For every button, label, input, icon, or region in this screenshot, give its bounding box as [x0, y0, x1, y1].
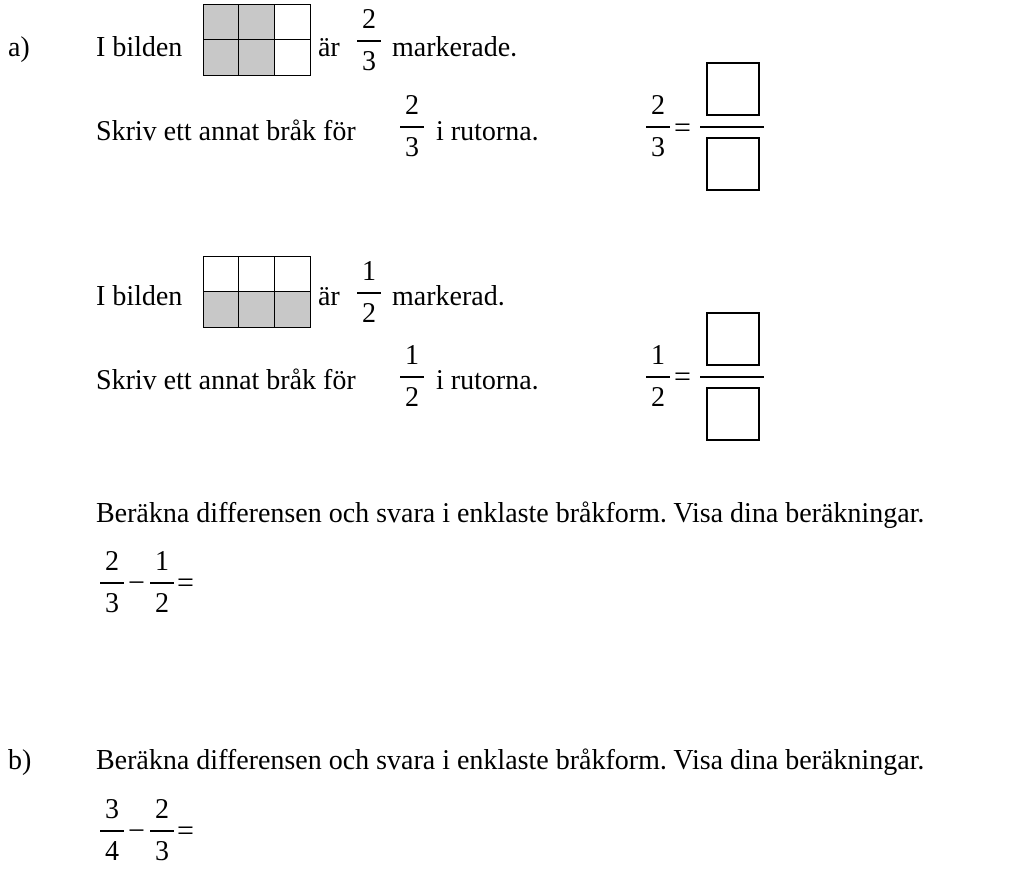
fraction-one-half-2 [400, 342, 424, 412]
fraction-one-half [357, 258, 381, 328]
fraction-denominator: 4 [105, 836, 119, 867]
fraction-numerator: 2 [651, 90, 665, 121]
expression-a-second-fraction [150, 548, 174, 618]
fraction-two-thirds-2 [400, 92, 424, 162]
fraction-bar [646, 126, 670, 128]
fraction-denominator: 3 [155, 836, 169, 867]
expression-b-second-fraction [150, 796, 174, 866]
grid-cell-shaded [239, 40, 274, 75]
answer-numerator-box[interactable] [706, 312, 760, 366]
line4-text: Skriv ett annat bråk för [96, 365, 356, 396]
equals-sign: = [674, 360, 691, 393]
equals-sign: = [674, 111, 691, 144]
answer-fraction-bar [700, 126, 764, 128]
grid-two-thirds-figure [203, 4, 311, 76]
fraction-denominator: 2 [155, 588, 169, 619]
fraction-denominator: 3 [105, 588, 119, 619]
minus-sign: − [128, 566, 145, 599]
expression-a-first-fraction [100, 548, 124, 618]
answer-numerator-box[interactable] [706, 62, 760, 116]
equals-sign: = [177, 814, 194, 847]
fraction-numerator: 2 [155, 794, 169, 825]
fraction-numerator: 2 [405, 90, 419, 121]
grid-one-half-figure [203, 256, 311, 328]
fraction-bar [357, 292, 381, 294]
equation2-fraction [646, 342, 670, 412]
grid-cell-empty [204, 257, 239, 292]
answer-denominator-box[interactable] [706, 137, 760, 191]
minus-sign: − [128, 814, 145, 847]
fraction-bar [357, 40, 381, 42]
line1-mid: är [318, 32, 340, 63]
grid-cell-shaded [239, 292, 274, 327]
expression-b-first-fraction [100, 796, 124, 866]
line1-prefix: I bilden [96, 32, 183, 63]
fraction-numerator: 1 [405, 340, 419, 371]
answer-denominator-box[interactable] [706, 387, 760, 441]
part-a-label: a) [8, 32, 30, 63]
equation1-fraction [646, 92, 670, 162]
grid-cell-empty [275, 40, 310, 75]
grid-cell-empty [275, 257, 310, 292]
fraction-bar [100, 582, 124, 584]
fraction-numerator: 2 [105, 546, 119, 577]
instruction-a: Beräkna differensen och svara i enklaste bråkform. Visa dina beräkningar. [96, 498, 925, 529]
fraction-numerator: 2 [362, 4, 376, 35]
line3-prefix: I bilden [96, 281, 183, 312]
grid-cell-shaded [204, 5, 239, 40]
grid-cell-empty [275, 5, 310, 40]
line3-suffix: markerad. [392, 281, 505, 312]
fraction-two-thirds [357, 6, 381, 76]
fraction-denominator: 3 [405, 132, 419, 163]
grid-cell-shaded [204, 40, 239, 75]
fraction-bar [646, 376, 670, 378]
fraction-numerator: 3 [105, 794, 119, 825]
grid-cell-shaded [204, 292, 239, 327]
fraction-denominator: 3 [651, 132, 665, 163]
line2-text: Skriv ett annat bråk för [96, 116, 356, 147]
fraction-numerator: 1 [362, 256, 376, 287]
fraction-bar [100, 830, 124, 832]
grid-cell-shaded [239, 5, 274, 40]
instruction-b: Beräkna differensen och svara i enklaste bråkform. Visa dina beräkningar. [96, 745, 925, 776]
answer-fraction-bar [700, 376, 764, 378]
fraction-numerator: 1 [651, 340, 665, 371]
part-b-label: b) [8, 745, 32, 776]
fraction-denominator: 3 [362, 46, 376, 77]
fraction-denominator: 2 [362, 298, 376, 329]
grid-cell-empty [239, 257, 274, 292]
line4-suffix: i rutorna. [436, 365, 539, 396]
equals-sign: = [177, 566, 194, 599]
fraction-denominator: 2 [405, 382, 419, 413]
fraction-bar [400, 126, 424, 128]
line3-mid: är [318, 281, 340, 312]
fraction-numerator: 1 [155, 546, 169, 577]
fraction-bar [150, 582, 174, 584]
line2-suffix: i rutorna. [436, 116, 539, 147]
fraction-bar [400, 376, 424, 378]
fraction-bar [150, 830, 174, 832]
fraction-denominator: 2 [651, 382, 665, 413]
grid-cell-shaded [275, 292, 310, 327]
line1-suffix: markerade. [392, 32, 518, 63]
